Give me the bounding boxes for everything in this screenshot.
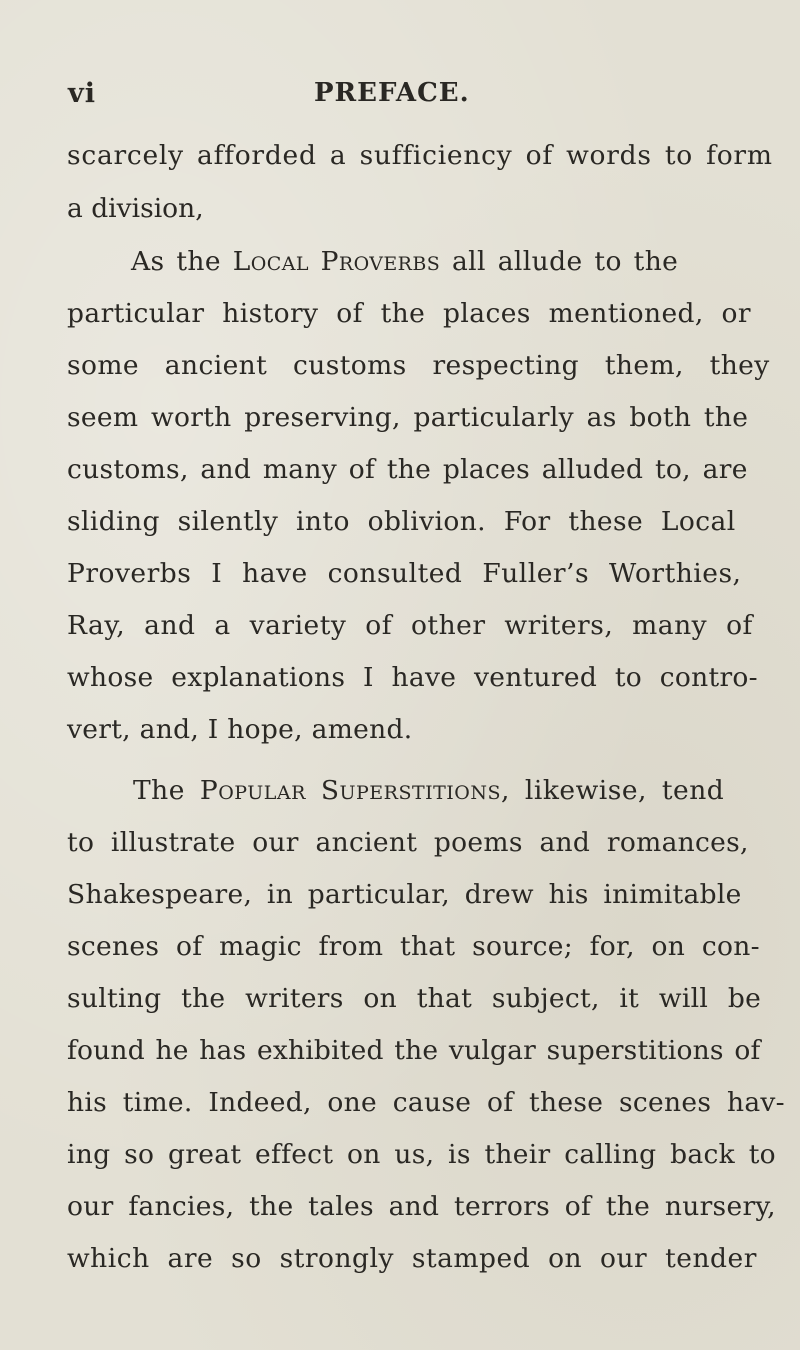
text-line: customs, and many of the places alluded to, are [67, 454, 748, 485]
text-line: particular history of the places mentioned, or [67, 298, 751, 329]
text-line: scenes of magic from that source; for, on con- [67, 931, 760, 962]
paragraph-2-lead-rest: all allude to the [451, 246, 679, 277]
text-line: Ray, and a variety of other writers, many of [67, 610, 753, 641]
text-line: our fancies, the tales and terrors of the nursery, [67, 1191, 776, 1222]
text-line: Proverbs I have consulted Fuller’s Worthies, [67, 558, 742, 589]
paragraph-3 [67, 0, 785, 1350]
text-line: ing so great effect on us, is their calling back to [67, 1139, 776, 1170]
running-head: PREFACE. [314, 78, 470, 108]
text-line: Shakespeare, in particular, drew his inimitable [67, 879, 742, 910]
text-line: sulting the writers on that subject, it will be [67, 983, 762, 1014]
text-line: a division, [67, 193, 204, 224]
popular-superstitions-heading: Popular Superstitions [199, 775, 502, 806]
text-line: which are so strongly stamped on our tender [67, 1243, 757, 1274]
paragraph-3-first-line [133, 775, 725, 806]
text-line: his time. Indeed, one cause of these scenes hav- [67, 1087, 785, 1118]
paragraph-3-lead-rest: , likewise, tend [501, 775, 725, 806]
text-line: scarcely afforded a sufficiency of words to form [67, 140, 773, 171]
text-line: vert, and, I hope, amend. [67, 714, 413, 745]
text-line: whose explanations I have ventured to contro- [67, 662, 758, 693]
text-line: found he has exhibited the vulgar superstitions of [67, 1035, 761, 1066]
paragraph-2-lead: As the [131, 246, 221, 277]
text-line: sliding silently into oblivion. For these Local [67, 506, 736, 537]
local-proverbs-heading: Local Proverbs [232, 246, 441, 277]
text-line: to illustrate our ancient poems and romances, [67, 827, 749, 858]
paragraph-3-lead: The [133, 775, 185, 806]
text-line: some ancient customs respecting them, they [67, 350, 770, 381]
text-line: seem worth preserving, particularly as both the [67, 402, 749, 433]
page-number: vi [68, 78, 96, 109]
